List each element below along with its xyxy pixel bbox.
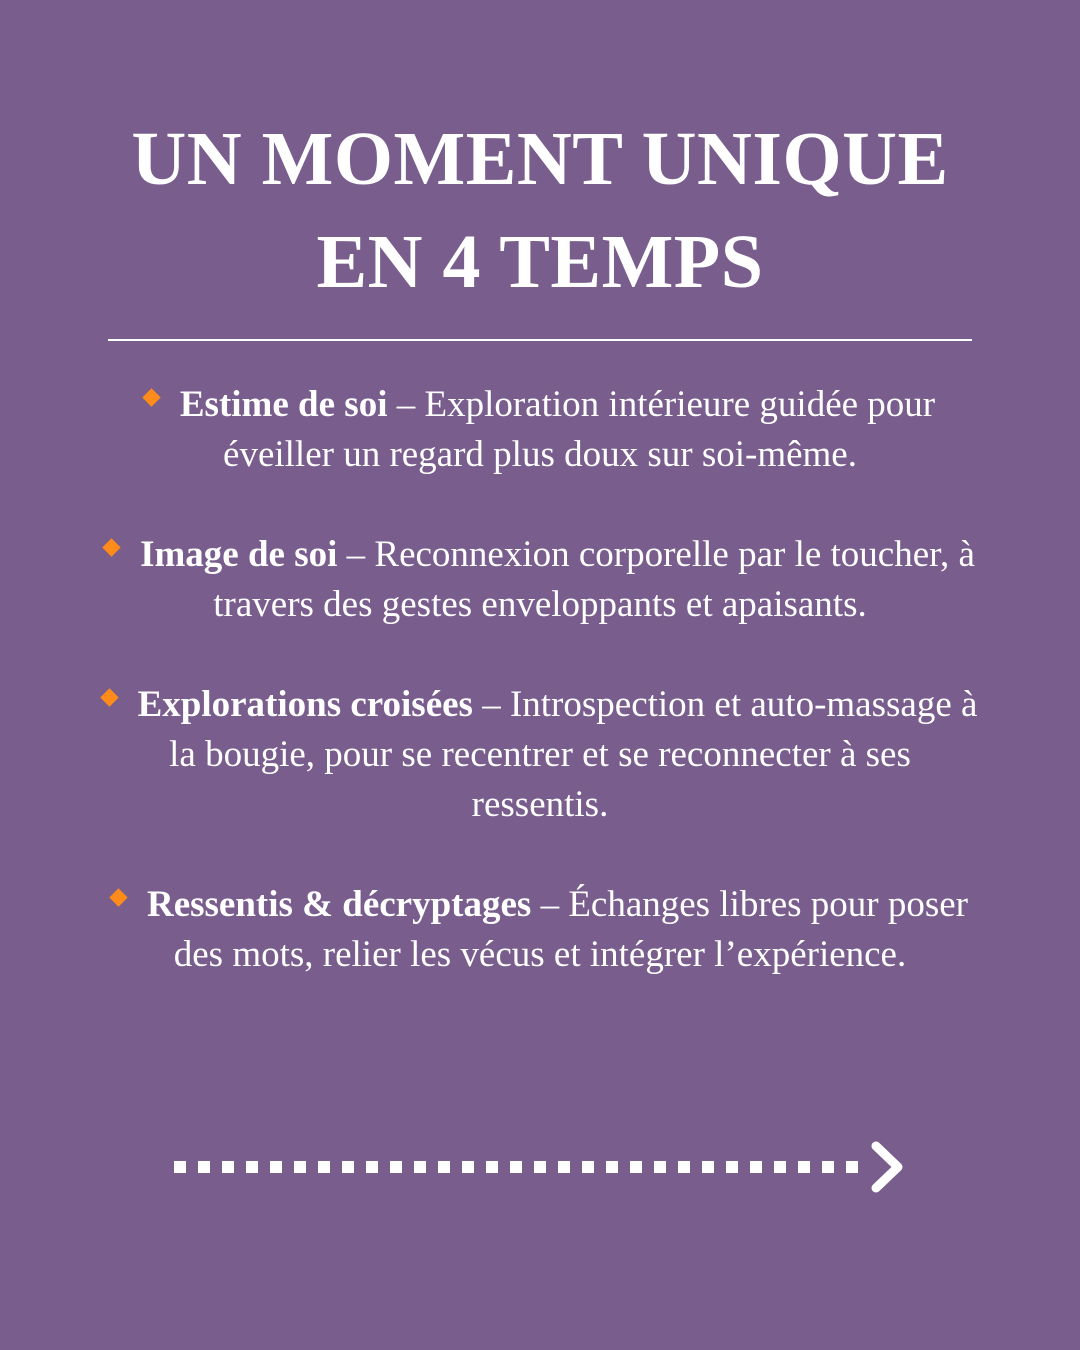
step-text: – Échanges libres pour poser des mots, relier les vécus et intégrer l’expérience. xyxy=(173,884,968,975)
orange-diamond-icon xyxy=(102,538,120,556)
step-text: – Introspection et auto-massage à la bougie, pour se recentrer et se reconnecter à ses ressentis. xyxy=(169,684,978,825)
step-item-image xyxy=(100,530,980,630)
title-line-2: EN 4 TEMPS xyxy=(316,220,764,304)
steps-list xyxy=(100,380,980,1030)
step-text: – Reconnexion corporelle par le toucher, à travers des gestes enveloppants et apaisants. xyxy=(213,534,975,625)
title-line-1: UN MOMENT UNIQUE xyxy=(131,117,949,201)
step-lead: Explorations croisées xyxy=(137,684,473,725)
step-lead: Ressentis & décryptages xyxy=(146,884,532,925)
orange-diamond-icon xyxy=(142,388,160,406)
orange-diamond-icon xyxy=(109,888,127,906)
step-item-estime xyxy=(100,380,980,480)
step-lead: Image de soi xyxy=(140,534,338,575)
step-item-ressentis xyxy=(100,880,980,980)
page-title xyxy=(0,108,1080,314)
title-divider xyxy=(108,339,972,341)
step-item-explorations xyxy=(100,680,980,830)
orange-diamond-icon xyxy=(100,688,118,706)
dotted-arrow-right-icon[interactable] xyxy=(170,1138,910,1198)
step-text: – Exploration intérieure guidée pour éveiller un regard plus doux sur soi-même. xyxy=(223,384,936,475)
step-lead: Estime de soi xyxy=(179,384,388,425)
